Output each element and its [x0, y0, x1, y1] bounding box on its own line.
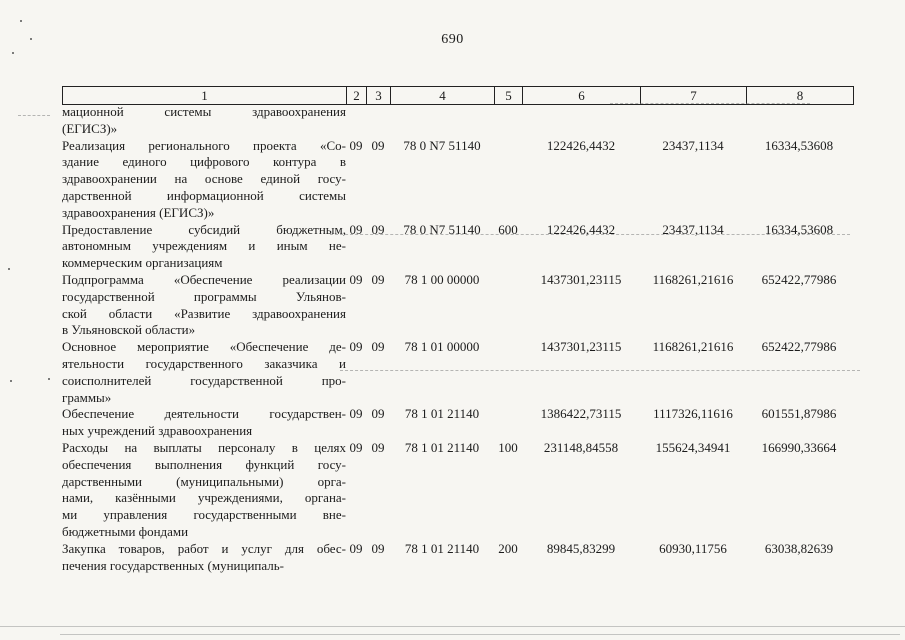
row-cell-2: 09	[349, 271, 363, 287]
row-cell-6: 1386422,73115	[540, 406, 622, 422]
table-row	[62, 104, 852, 138]
row-name-line: Закупка товаров, работ и услуг для обес-	[62, 540, 346, 556]
row-cell-2: 09	[349, 339, 363, 355]
row-name	[62, 339, 346, 406]
row-name-line: здравоохранении на основе единой госу-	[62, 171, 346, 187]
header-cell-4: 4	[391, 87, 495, 104]
row-cell-2: 09	[349, 439, 363, 455]
header-cell-8: 8	[796, 88, 804, 103]
row-name-line: дарственной информационной системы	[62, 187, 346, 203]
row-cell-7: 23437,1134	[662, 221, 724, 237]
table-row	[62, 272, 852, 339]
row-cell-2: 09	[349, 406, 363, 422]
row-name-line: ных учреждений здравоохранения	[62, 423, 253, 439]
row-name	[62, 138, 346, 222]
row-cell-3: 09	[371, 221, 385, 237]
row-cell-6: 1437301,23115	[540, 271, 622, 287]
row-cell-6: 1437301,23115	[540, 339, 622, 355]
row-name-line: соисполнителей государственной про-	[62, 372, 346, 388]
row-cell-6: 89845,83299	[546, 540, 616, 556]
row-name-line: ской области «Развитие здравоохранения	[62, 305, 346, 321]
row-name-line: здравоохранения (ЕГИСЗ)»	[62, 204, 215, 220]
row-cell-7: 1168261,21616	[652, 271, 734, 287]
row-cell-4: 78 0 N7 51140	[403, 137, 481, 153]
row-name-line: ятельности государственного заказчика и	[62, 355, 346, 371]
row-name-line: государственной программы Ульянов-	[62, 288, 346, 304]
row-name-line: Обеспечение деятельности государствен-	[62, 406, 346, 422]
row-cell-3: 09	[371, 406, 385, 422]
row-cell-4: 78 1 00 00000	[404, 271, 480, 287]
table-body	[62, 104, 852, 574]
row-name-line: граммы»	[62, 389, 112, 405]
row-name-line: автономным учреждениям и иным не-	[62, 238, 346, 254]
table-row	[62, 406, 852, 440]
row-name-line: дарственными (муниципальными) орга-	[62, 473, 346, 489]
table-row	[62, 440, 852, 541]
header-cell-5: 5	[495, 87, 523, 104]
header-cell-3: 3	[367, 87, 391, 104]
row-name	[62, 406, 346, 440]
row-cell-7: 1117326,11616	[653, 406, 733, 422]
row-name	[62, 222, 346, 272]
row-cell-6: 122426,4432	[546, 137, 616, 153]
row-cell-8: 16334,53608	[764, 137, 834, 153]
row-cell-6: 122426,4432	[546, 221, 616, 237]
row-cell-7: 1168261,21616	[652, 339, 734, 355]
row-name	[62, 104, 346, 138]
row-cell-4: 78 1 01 00000	[404, 339, 480, 355]
row-cell-7: 23437,1134	[662, 137, 724, 153]
table-row	[62, 541, 852, 575]
row-cell-3: 09	[371, 271, 385, 287]
row-name-line: в Ульяновской области»	[62, 322, 196, 338]
row-name-line: нами, казёнными учреждениями, органа-	[62, 490, 346, 506]
row-cell-3: 09	[371, 439, 385, 455]
row-name-line: Основное мероприятие «Обеспечение де-	[62, 339, 346, 355]
row-name	[62, 440, 346, 541]
row-name-line: Реализация регионального проекта «Со-	[62, 137, 346, 153]
row-name	[62, 272, 346, 339]
row-cell-6: 231148,84558	[543, 439, 619, 455]
row-name-line: Предоставление субсидий бюджетным,	[62, 221, 346, 237]
row-cell-7: 155624,34941	[655, 439, 731, 455]
row-cell-4: 78 0 N7 51140	[403, 221, 481, 237]
row-cell-8: 652422,77986	[761, 271, 837, 287]
row-cell-2: 09	[349, 221, 363, 237]
row-name-line: Подпрограмма «Обеспечение реализации	[62, 271, 346, 287]
row-name-line: обеспечения выполнения функций госу-	[62, 456, 346, 472]
row-cell-4: 78 1 01 21140	[404, 540, 480, 556]
row-name-line: Расходы на выплаты персоналу в целях	[62, 439, 346, 455]
page-number: 690	[441, 32, 464, 47]
row-name-line: ми управления государственными вне-	[62, 507, 346, 523]
row-cell-3: 09	[371, 540, 385, 556]
row-cell-8: 63038,82639	[764, 540, 834, 556]
row-cell-2: 09	[349, 137, 363, 153]
row-cell-8: 601551,87986	[761, 406, 837, 422]
row-cell-3: 09	[371, 339, 385, 355]
row-name-line: здание единого цифрового контура в	[62, 154, 346, 170]
table-row	[62, 339, 852, 406]
row-cell-3: 09	[371, 137, 385, 153]
row-name-line: бюджетными фондами	[62, 523, 189, 539]
table-row	[62, 222, 852, 272]
row-cell-8: 166990,33664	[761, 439, 837, 455]
row-cell-5: 100	[498, 439, 518, 455]
row-cell-4: 78 1 01 21140	[404, 406, 480, 422]
row-name-line: печения государственных (муниципаль-	[62, 557, 285, 573]
header-cell-2: 2	[347, 87, 367, 104]
header-cell-6: 6	[523, 87, 641, 104]
row-cell-8: 652422,77986	[761, 339, 837, 355]
row-name-line: (ЕГИСЗ)»	[62, 120, 118, 136]
row-cell-8: 16334,53608	[764, 221, 834, 237]
row-name-line: мационной системы здравоохранения	[62, 104, 346, 119]
header-cell-1: 1	[63, 87, 347, 104]
row-cell-7: 60930,11756	[659, 540, 727, 556]
row-cell-4: 78 1 01 21140	[404, 439, 480, 455]
row-cell-5: 200	[498, 540, 518, 556]
row-cell-2: 09	[349, 540, 363, 556]
row-name-line: коммерческим организациям	[62, 255, 223, 271]
row-cell-5: 600	[498, 221, 518, 237]
table-row	[62, 138, 852, 222]
header-cell-7: 7	[641, 87, 747, 104]
row-name	[62, 541, 346, 575]
